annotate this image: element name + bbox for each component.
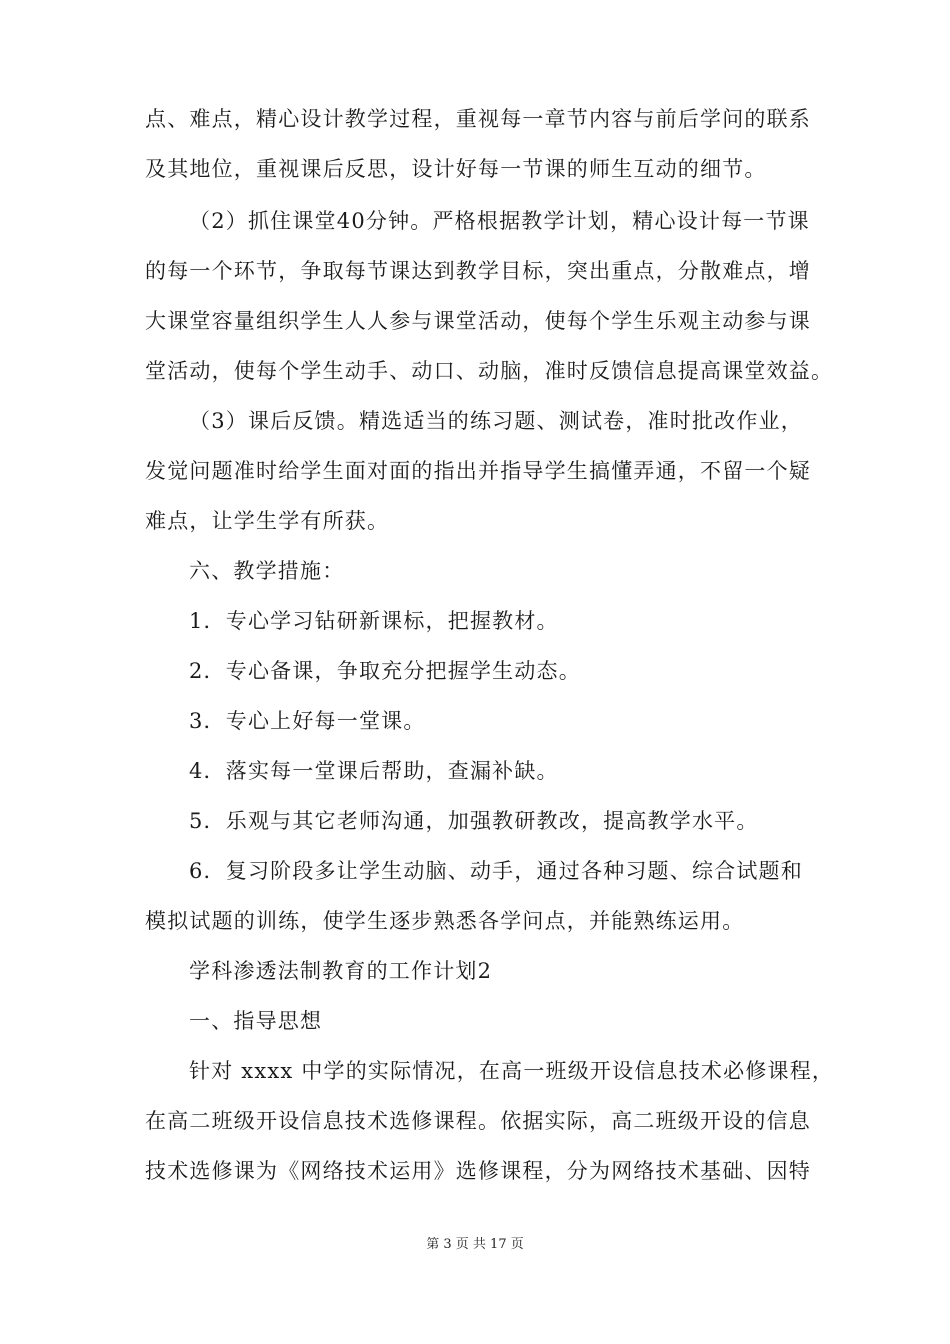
page-footer: 第 3 页 共 17 页 <box>426 1237 524 1252</box>
body-text-line: 发觉问题准时给学生面对面的指出并指导学生搞懂弄通，不留一个疑 <box>145 459 811 483</box>
list-item: 2．专心备课，争取充分把握学生动态。 <box>189 659 581 683</box>
section-heading: 六、教学措施： <box>189 559 345 583</box>
body-text-line: 及其地位，重视课后反思，设计好每一节课的师生互动的细节。 <box>145 157 767 181</box>
list-item: 1．专心学习钻研新课标，把握教材。 <box>189 609 559 633</box>
body-text-line: 难点，让学生学有所获。 <box>145 509 390 533</box>
list-item: 5．乐观与其它老师沟通，加强教研教改，提高教学水平。 <box>189 809 759 833</box>
body-text-line: （3）课后反馈。精选适当的练习题、测试卷，准时批改作业， <box>189 409 803 433</box>
body-text-line: 在高二班级开设信息技术选修课程。依据实际，高二班级开设的信息 <box>145 1109 811 1133</box>
body-text-line: 技术选修课为《网络技术运用》选修课程，分为网络技术基础、因特 <box>145 1159 811 1183</box>
body-text-line: （2）抓住课堂40分钟。严格根据教学计划，精心设计每一节课 <box>189 209 810 233</box>
body-text-line: 堂活动，使每个学生动手、动口、动脑，准时反馈信息提高课堂效益。 <box>145 359 834 383</box>
list-item: 6．复习阶段多让学生动脑、动手，通过各种习题、综合试题和 <box>189 859 803 883</box>
document-title: 学科渗透法制教育的工作计划2 <box>189 959 493 983</box>
body-text-line: 点、难点，精心设计教学过程，重视每一章节内容与前后学问的联系 <box>145 107 811 131</box>
body-text-line: 模拟试题的训练，使学生逐步熟悉各学问点，并能熟练运用。 <box>145 909 745 933</box>
list-item: 3．专心上好每一堂课。 <box>189 709 426 733</box>
body-text-line: 的每一个环节，争取每节课达到教学目标，突出重点，分散难点，增 <box>145 259 811 283</box>
section-heading: 一、指导思想 <box>189 1009 323 1033</box>
body-text-line: 大课堂容量组织学生人人参与课堂活动，使每个学生乐观主动参与课 <box>145 309 811 333</box>
body-text-line: 针对 xxxx 中学的实际情况，在高一班级开设信息技术必修课程， <box>189 1059 835 1083</box>
list-item: 4．落实每一堂课后帮助，查漏补缺。 <box>189 759 559 783</box>
